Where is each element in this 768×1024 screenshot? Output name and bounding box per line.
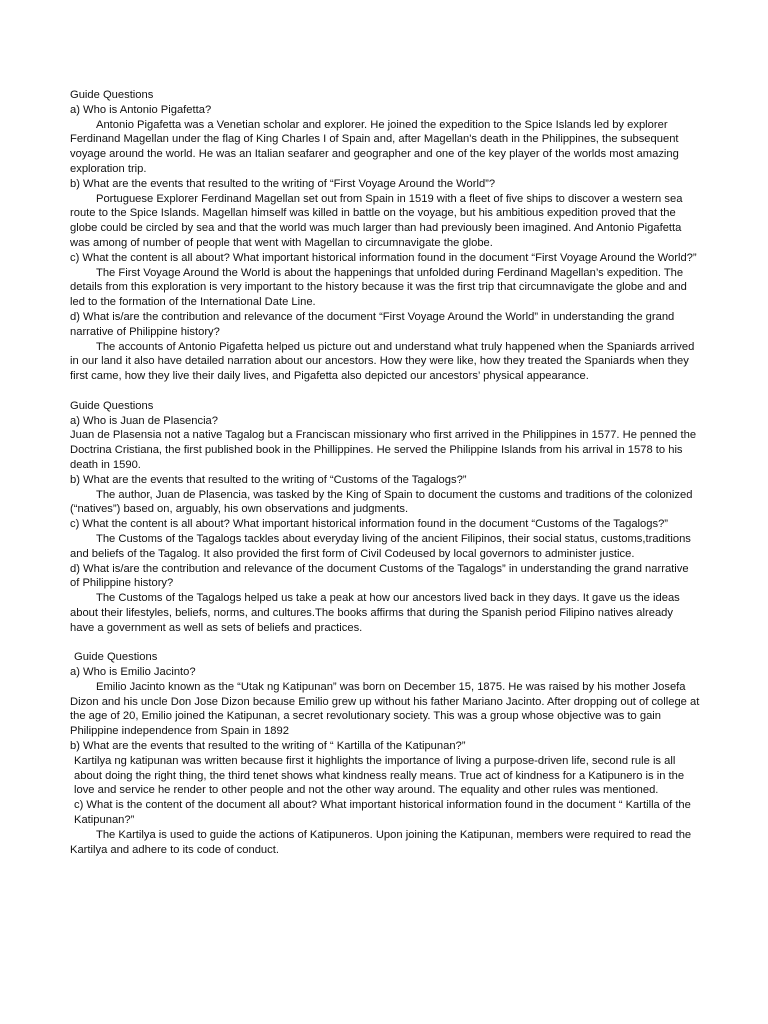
question-c: c) What the content is all about? What important historical information found in the document “First Voyage Around the World?” — [70, 251, 697, 264]
section-heading: Guide Questions — [70, 399, 154, 412]
question-a: a) Who is Antonio Pigafetta? — [70, 103, 212, 116]
answer-c: The First Voyage Around the World is about the happenings that unfolded during Ferdinand Magellan’s expedition. The details from this exploration is very important to the history because it was the first trip that circumnavigate the globe and and led to the formation of the International Date Line. — [70, 266, 687, 309]
question-c: c) What the content is all about? What important historical information found in the document “Customs of the Tagalogs?” — [70, 518, 669, 531]
answer-d: The accounts of Antonio Pigafetta helped us picture out and understand what truly happened when the Spaniards arrived in our land it also have detailed narration about our ancestors. How they were like, how they treated the Spaniards when they first came, how they live their daily lives, and Pigafetta also depicted our ancestors’ physical appearance. — [70, 340, 695, 383]
question-b: b) What are the events that resulted to the writing of “Customs of the Tagalogs?” — [70, 473, 467, 486]
section-heading: Guide Questions — [74, 651, 158, 664]
answer-c: The Customs of the Tagalogs tackles about everyday living of the ancient Filipinos, their social status, customs,traditions and beliefs of the Tagalog. It also provided the first form of Civil Codeused by local governors to administer justice. — [70, 532, 691, 560]
question-c: c) What is the content of the document all about? What important historical information found in the document “ Kartilla of the Katipunan?” — [74, 799, 691, 827]
question-b: b) What are the events that resulted to the writing of “First Voyage Around the World”? — [70, 177, 496, 190]
guide-section-pigafetta — [70, 88, 700, 384]
question-d: d) What is/are the contribution and relevance of the document Customs of the Tagalogs” in understanding the grand narrative of Philippine history? — [70, 562, 689, 590]
section-heading: Guide Questions — [70, 89, 154, 101]
answer-a: Emilio Jacinto known as the “Utak ng Katipunan” was born on December 15, 1875. He was raised by his mother Josefa Dizon and his uncle Don Jose Dizon because Emilio grew up without his father Mariano Jacinto. After dropping out of college at the age of 20, Emilio joined the Katipunan, a secret revolutionary society. This was a group whose objective was to gain Philippine independence from Spain in 1892 — [70, 680, 700, 738]
answer-a: Juan de Plasensia not a native Tagalog but a Franciscan missionary who first arrived in the Philippines in 1577. He penned the Doctrina Cristiana, the first published book in the Phillippines. He served the Philippine Islands from his arrival in 1578 to his death in 1590. — [70, 429, 697, 471]
question-d: d) What is/are the contribution and relevance of the document “First Voyage Around the World” in understanding the grand narrative of Philippine history? — [70, 310, 675, 338]
question-a: a) Who is Juan de Plasencia? — [70, 414, 219, 427]
answer-a: Antonio Pigafetta was a Venetian scholar and explorer. He joined the expedition to the Spice Islands led by explorer Ferdinand Magellan under the flag of King Charles I of Spain and, after Magellan's death in the Philippines, the subsequent voyage around the world. He was an Italian seafarer and geographer and one of the key player of the worlds most amazing exploration trip. — [70, 118, 679, 175]
question-a: a) Who is Emilio Jacinto? — [70, 666, 196, 679]
answer-d: The Customs of the Tagalogs helped us take a peak at how our ancestors lived back in they days. It gave us the ideas about their lifestyles, beliefs, norms, and cultures.The books affirms that during the Spanish period Filipino natives already have a government as well as sets of beliefs and practices. — [70, 592, 680, 634]
answer-b: Kartilya ng katipunan was written because first it highlights the importance of living a purpose-driven life, second rule is all about doing the right thing, the third tenet shows what kindness really means. True act of kindness for a Katipunero is in the love and service he render to other people and not the other way around. The equality and other rules was mentioned. — [74, 754, 685, 797]
document-body — [70, 88, 700, 857]
guide-section-plasencia — [70, 399, 700, 636]
answer-b: Portuguese Explorer Ferdinand Magellan set out from Spain in 1519 with a fleet of five ships to discover a western sea route to the Spice Islands. Magellan himself was killed in battle on the voyage, but his ambitious expedition proved that the globe could be circled by sea and that the world was much larger than had previously been imagined. And Antonio Pigafetta was among of number of people that went with Magellan to circumnavigate the globe. — [70, 192, 683, 249]
guide-section-jacinto — [70, 650, 700, 857]
question-b: b) What are the events that resulted to the writing of “ Kartilla of the Katipunan?” — [70, 740, 466, 753]
answer-c: The Kartilya is used to guide the actions of Katipuneros. Upon joining the Katipunan, members were required to read the Kartilya and adhere to its code of conduct. — [70, 828, 692, 856]
answer-b: The author, Juan de Plasencia, was tasked by the King of Spain to document the customs and traditions of the colonized (“natives”) based on, arguably, his own observations and judgments. — [70, 488, 693, 516]
